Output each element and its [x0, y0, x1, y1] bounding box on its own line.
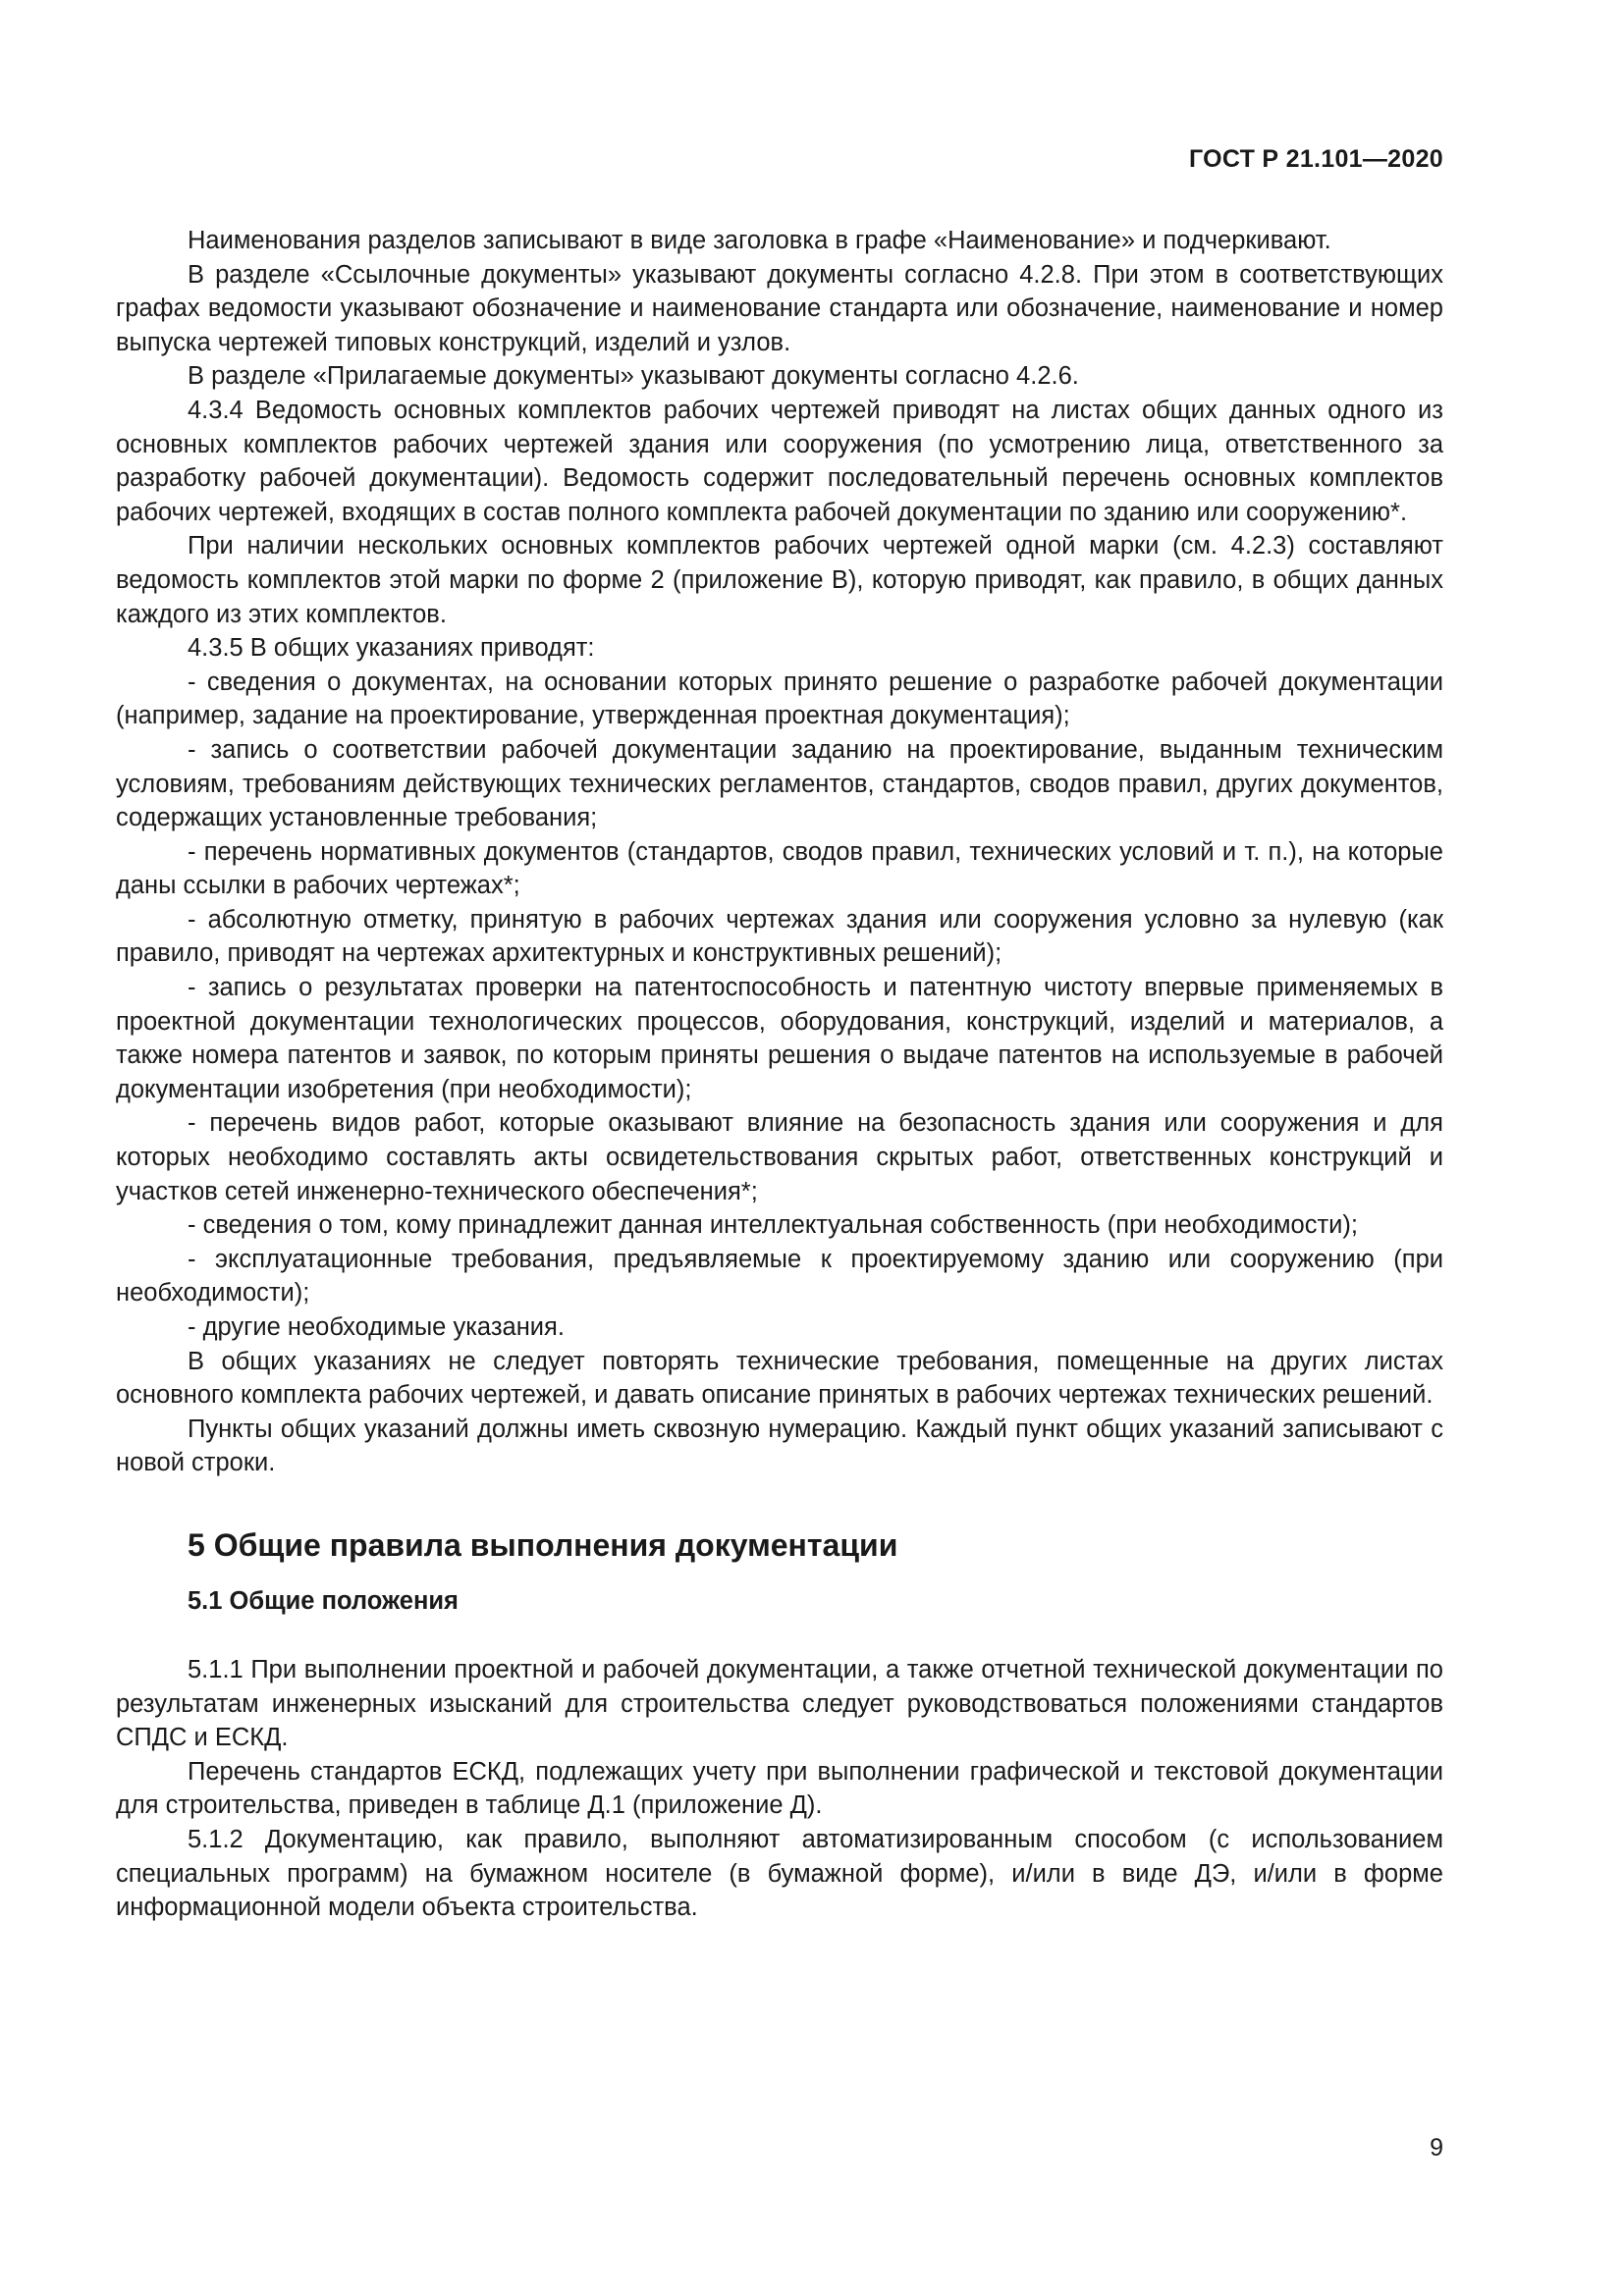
paragraph: В разделе «Прилагаемые документы» указывают документы согласно 4.2.6. — [188, 362, 1079, 391]
paragraph: В разделе «Ссылочные документы» указывают документы согласно 4.2.8. При этом в соответствующих графах ведомости указывают обозначение и наименование стандарта или обозначение, наименование и номер выпуска чертежей типовых конструкций, изделий и узлов. — [116, 260, 1443, 356]
paragraph: 4.3.4 Ведомость основных комплектов рабочих чертежей приводят на листах общих данных одного из основных комплектов рабочих чертежей здания или сооружения (по усмотрению лица, ответственного за разработку рабочей документации). Ведомость содержит последовательный перечень основных комплектов рабочих чертежей, входящих в состав полного комплекта рабочей документации по зданию или сооружению*. — [116, 396, 1443, 526]
list-item: - абсолютную отметку, принятую в рабочих чертежах здания или сооружения условно за нулевую (как правило, приводят на чертежах архитектурных и конструктивных решений); — [116, 905, 1443, 968]
paragraph: Перечень стандартов ЕСКД, подлежащих учету при выполнении графической и текстовой документации для строительства, приведен в таблице Д.1 (приложение Д). — [116, 1757, 1443, 1820]
paragraph: При наличии нескольких основных комплектов рабочих чертежей одной марки (см. 4.2.3) составляют ведомость комплектов этой марки по форме 2 (приложение В), которую приводят, как правило, в общих данных каждого из этих комплектов. — [116, 532, 1443, 628]
section-title: 5 Общие правила выполнения документации — [188, 1526, 898, 1563]
list-item: - сведения о документах, на основании которых принято решение о разработке рабочей документации (например, задание на проектирование, утвержденная проектная документация); — [116, 667, 1443, 730]
paragraph: 5.1.2 Документацию, как правило, выполняют автоматизированным способом (с использованием специальных программ) на бумажном носителе (в бумажной форме), и/или в виде ДЭ, и/или в форме информационной модели объекта строительства. — [116, 1825, 1443, 1922]
subsection-title: 5.1 Общие положения — [188, 1586, 459, 1615]
paragraph: 4.3.5 В общих указаниях приводят: — [188, 634, 595, 663]
document-body — [116, 224, 1443, 1925]
document-code: ГОСТ Р 21.101—2020 — [1188, 145, 1443, 173]
paragraph: В общих указаниях не следует повторять технические требования, помещенные на других листах основного комплекта рабочих чертежей, и давать описание принятых в рабочих чертежах технических решений. — [116, 1347, 1443, 1410]
list-item: - запись о результатах проверки на патентоспособность и патентную чистоту впервые применяемых в проектной документации технологических процессов, оборудования, конструкций, изделий и материалов, а также номера патентов и заявок, по которым приняты решения о выдаче патентов на используемые в рабочей документации изобретения (при необходимости); — [116, 974, 1443, 1103]
paragraph: Наименования разделов записывают в виде заголовка в графе «Наименование» и подчеркивают. — [188, 227, 1331, 254]
paragraph: Пункты общих указаний должны иметь сквозную нумерацию. Каждый пункт общих указаний записывают с новой строки. — [116, 1415, 1443, 1477]
list-item: - запись о соответствии рабочей документации заданию на проектирование, выданным техническим условиям, требованиям действующих технических регламентов, стандартов, сводов правил, других документов, содержащих установленные требования; — [116, 735, 1443, 832]
list-item: - эксплуатационные требования, предъявляемые к проектируемому зданию или сооружению (при необходимости); — [116, 1245, 1443, 1308]
page-number: 9 — [1430, 2134, 1443, 2162]
list-item: - перечень нормативных документов (стандартов, сводов правил, технических условий и т. п.), на которые даны ссылки в рабочих чертежах*; — [116, 837, 1443, 900]
list-item: - перечень видов работ, которые оказывают влияние на безопасность здания или сооружения и для которых необходимо составлять акты освидетельствования скрытых работ, ответственных конструкций и участков сетей инженерно-технического обеспечения*; — [116, 1109, 1443, 1205]
list-item: - сведения о том, кому принадлежит данная интеллектуальная собственность (при необходимости); — [188, 1211, 1358, 1240]
list-item: - другие необходимые указания. — [188, 1313, 565, 1341]
paragraph: 5.1.1 При выполнении проектной и рабочей документации, а также отчетной технической документации по результатам инженерных изысканий для строительства следует руководствоваться положениями стандартов СПДС и ЕСКД. — [116, 1655, 1443, 1752]
